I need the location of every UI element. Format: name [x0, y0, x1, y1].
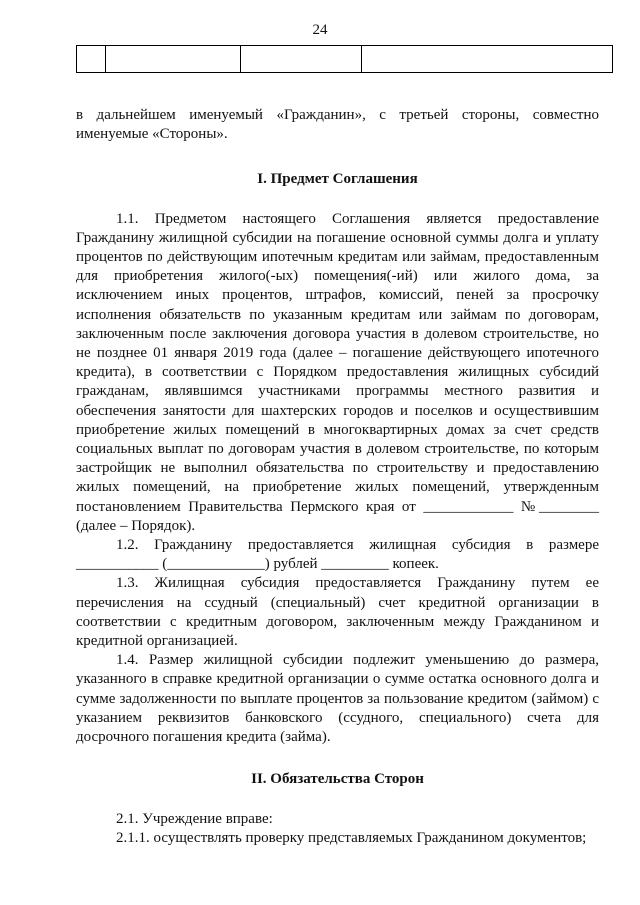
table-cell [362, 46, 613, 73]
table-cell [106, 46, 241, 73]
paragraph-2-1-1: 2.1.1. осуществлять проверку представляемых Гражданином документов; [116, 829, 587, 846]
page-number: 24 [312, 22, 328, 38]
section-2-heading: II. Обязательства Сторон [251, 771, 424, 788]
section-1-heading: I. Предмет Соглашения [257, 171, 418, 188]
paragraph-1-3: 1.3. Жилищная субсидия предоставляется Гражданину путем ее перечисления на ссудный (специальный) счет кредитной организации в соответствии с кредитным договором, заключенным между Гражданином и кредитной организацией. [76, 575, 599, 650]
table-cell [241, 46, 362, 73]
signature-table [76, 45, 613, 73]
paragraph-1-2: 1.2. Гражданину предоставляется жилищная субсидия в размере ___________ (_____________) рублей _________ копеек. [76, 537, 599, 573]
paragraph-1-1: 1.1. Предметом настоящего Соглашения является предоставление Гражданину жилищной субсидии на погашение основной суммы долга и уплату процентов по действующим ипотечным кредитам или займам, предоставленным для приобретения жилого(-ых) помещения(-ий) или жилого дома, за исключением иных процентов, штрафов, комиссий, пеней за просрочку исполнения обязательств по указанным кредитам или займам по договорам, заключенным после заключения договора участия в долевом строительстве, но не позднее 01 января 2019 года (далее – погашение действующего ипотечного кредита), в соответствии с Порядком предоставления жилищных субсидий гражданам, являвшимся участниками программы местного развития и обеспечения занятости для шахтерских городов и поселков и осуществившим приобретение жилых помещений в многоквартирных домах за счет средств социальных выплат по договорам участия в долевом строительстве, по которым застройщик не выполнил обязательства по строительству и предоставлению жилых помещений, на приобретение жилых помещений, утвержденным постановлением Правительства Пермского края от ____________ №________ (далее – Порядок). [76, 210, 599, 534]
intro-paragraph: в дальнейшем именуемый «Гражданин», с третьей стороны, совместно именуемые «Стороны». [76, 107, 599, 143]
table-cell [77, 46, 106, 73]
table-row [77, 46, 613, 73]
paragraph-2-1: 2.1. Учреждение вправе: [116, 810, 273, 827]
document-body [76, 106, 599, 848]
paragraph-1-4: 1.4. Размер жилищной субсидии подлежит уменьшению до размера, указанного в справке кредитной организации о сумме остатка основного долга и сумме задолженности по выплате процентов за пользование кредитом (займом) с указанием реквизитов банковского (ссудного, специального) счета для досрочного погашения кредита (займа). [76, 652, 599, 746]
